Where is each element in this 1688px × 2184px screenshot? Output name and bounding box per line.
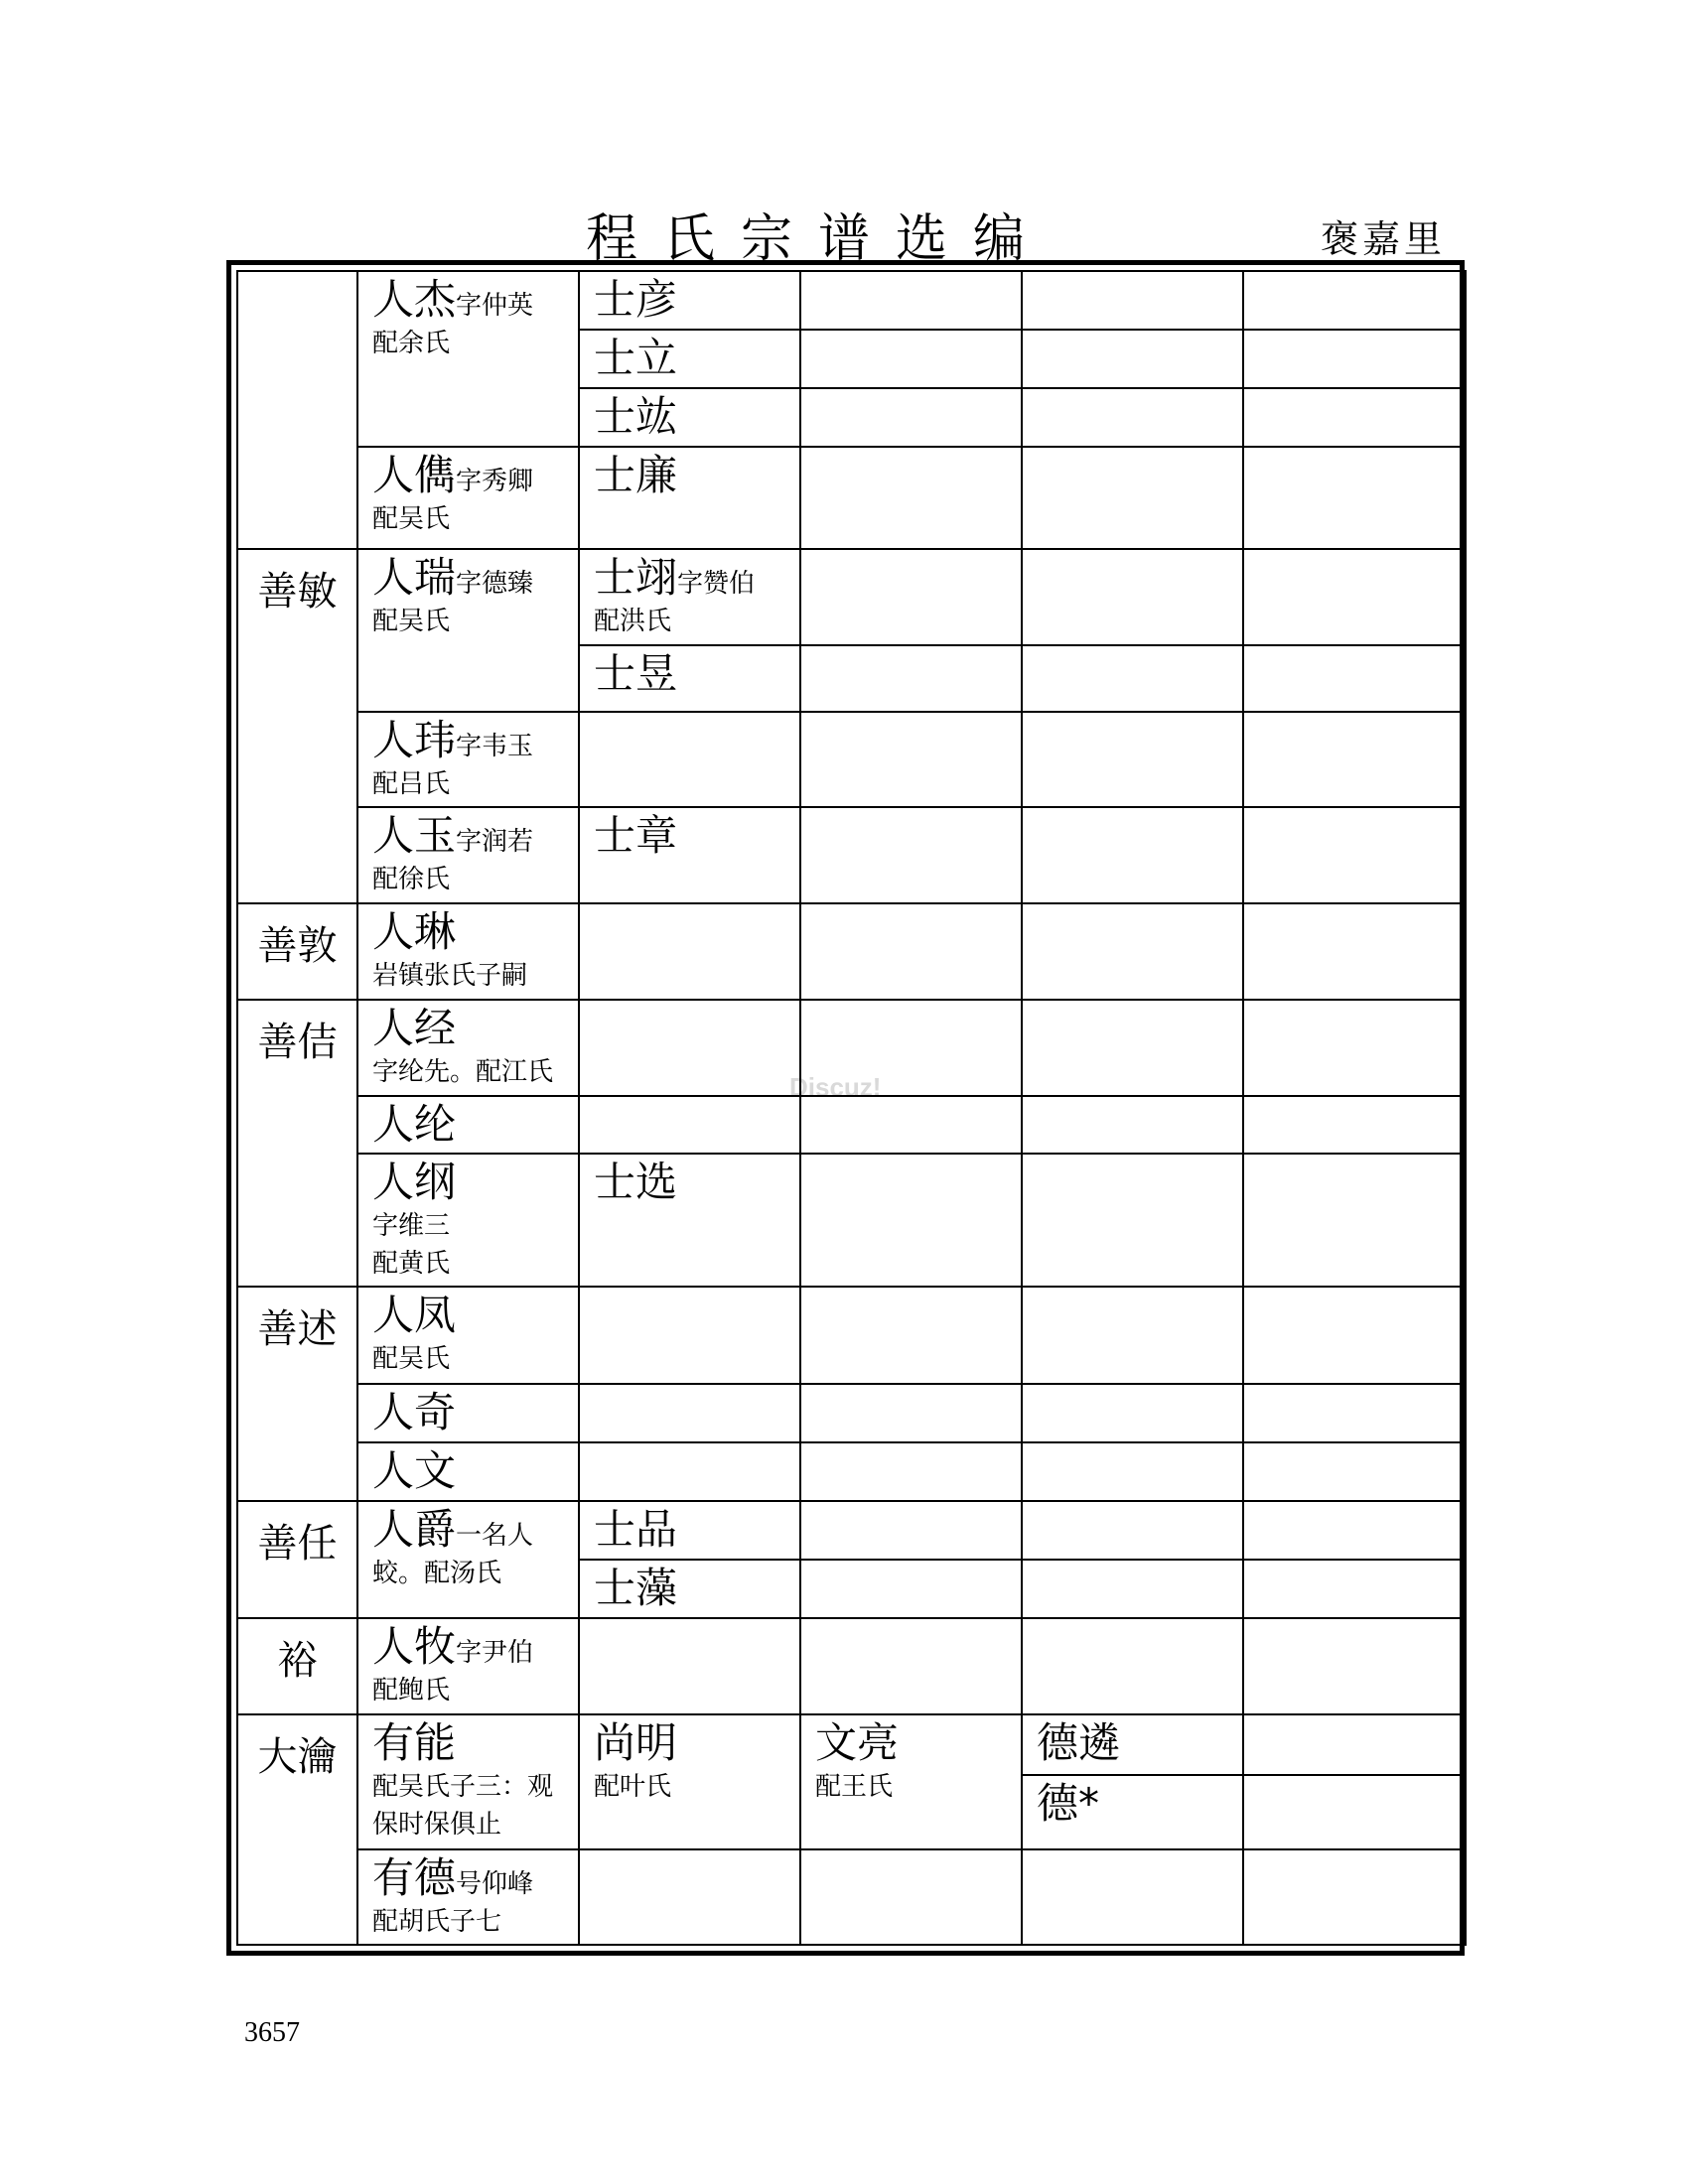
person-name: 士藻: [594, 1563, 678, 1612]
table-row: [237, 1849, 1466, 1945]
person-cell: [357, 271, 579, 447]
person-name: 德遴: [1037, 1718, 1121, 1768]
genealogy-table-frame: [226, 260, 1465, 1956]
generation-name: 善敦: [237, 903, 357, 999]
person-cell: [357, 1442, 579, 1501]
page-title: 程氏宗谱选编: [586, 209, 1052, 269]
table-cell: [1022, 1849, 1243, 1945]
person-note: 配吕氏: [372, 768, 451, 799]
person-cell: [357, 712, 579, 807]
person-name: 文亮: [815, 1718, 900, 1768]
person-name: 人瑞: [372, 552, 457, 602]
table-row: [237, 903, 1466, 999]
person-name: 德*: [1037, 1779, 1100, 1829]
person-cell: [579, 807, 800, 903]
table-cell: [800, 1849, 1022, 1945]
table-row: [237, 1442, 1466, 1501]
table-cell: [237, 271, 357, 549]
table-cell: [1022, 330, 1243, 388]
table-cell: [1022, 1287, 1243, 1383]
person-cell: [357, 807, 579, 903]
table-cell: [1022, 1618, 1243, 1714]
table-cell: [1243, 1154, 1466, 1287]
table-cell: [1243, 330, 1466, 388]
table-cell: [579, 1096, 800, 1154]
table-cell: [1243, 549, 1466, 645]
generation-name: 裕: [237, 1618, 357, 1714]
table-cell: [579, 1618, 800, 1714]
table-row: [237, 271, 1466, 330]
person-courtesy: 字仲英: [456, 291, 534, 321]
person-note: 配黄氏: [372, 1248, 451, 1279]
table-cell: [800, 388, 1022, 447]
person-note: 字纶先。配江氏: [372, 1056, 554, 1087]
table-cell: [800, 1560, 1022, 1618]
table-cell: [1022, 903, 1243, 999]
person-cell: [1022, 1714, 1243, 1775]
table-row: [237, 1287, 1466, 1383]
page-number: 3657: [244, 2017, 300, 2048]
person-note: 字维三: [372, 1210, 451, 1241]
table-cell: [1243, 1849, 1466, 1945]
person-cell: [579, 330, 800, 388]
table-cell: [1243, 1096, 1466, 1154]
person-cell: [357, 1714, 579, 1848]
table-cell: [1022, 645, 1243, 712]
table-cell: [579, 1384, 800, 1442]
person-name: 士廉: [594, 451, 678, 500]
person-name: 人玮: [372, 715, 457, 764]
generation-name: 善敏: [237, 549, 357, 904]
page-subtitle: 褒嘉里: [1321, 217, 1447, 261]
genealogy-table: [236, 270, 1467, 1946]
table-cell: [800, 1384, 1022, 1442]
person-name: 人玉: [372, 811, 457, 861]
person-note: 配胡氏子七: [372, 1906, 502, 1937]
table-cell: [1243, 1714, 1466, 1775]
person-name: 人凤: [372, 1291, 457, 1340]
table-cell: [1022, 447, 1243, 548]
table-row: [237, 807, 1466, 903]
table-row: [237, 1618, 1466, 1714]
table-cell: [800, 271, 1022, 330]
person-courtesy: 字润若: [456, 827, 534, 858]
table-row: [237, 1000, 1466, 1096]
table-cell: [1243, 1775, 1466, 1848]
person-name: 士竑: [594, 392, 678, 442]
table-cell: [579, 1000, 800, 1096]
person-cell: [357, 1287, 579, 1383]
table-cell: [579, 903, 800, 999]
person-note: 配洪氏: [594, 606, 672, 636]
table-cell: [800, 903, 1022, 999]
person-name: 人儁: [372, 451, 457, 500]
table-cell: [1243, 645, 1466, 712]
table-cell: [1243, 1000, 1466, 1096]
person-name: 尚明: [594, 1718, 678, 1768]
person-cell: [579, 1154, 800, 1287]
person-cell: [579, 1714, 800, 1848]
generation-name: 大瀹: [237, 1714, 357, 1945]
person-name: 人杰: [372, 275, 457, 324]
person-name: 人纶: [372, 1099, 457, 1149]
generation-name: 善述: [237, 1287, 357, 1500]
person-courtesy: 一名人: [456, 1520, 534, 1551]
person-note: 蛟。配汤氏: [372, 1558, 502, 1588]
person-courtesy: 号仰峰: [456, 1868, 534, 1899]
table-cell: [800, 330, 1022, 388]
person-note: 配吴氏: [372, 504, 451, 535]
table-row: [237, 1714, 1466, 1775]
person-name: 士章: [594, 811, 678, 861]
table-row: [237, 1154, 1466, 1287]
table-cell: [1243, 1287, 1466, 1383]
table-cell: [1022, 1096, 1243, 1154]
person-courtesy: 字赞伯: [677, 568, 756, 599]
person-name: 人经: [372, 1003, 457, 1052]
person-cell: [357, 1096, 579, 1154]
table-cell: [1022, 1560, 1243, 1618]
person-cell: [357, 1384, 579, 1442]
table-cell: [1022, 549, 1243, 645]
table-cell: [579, 1442, 800, 1501]
table-cell: [800, 447, 1022, 548]
table-cell: [1022, 807, 1243, 903]
person-cell: [579, 447, 800, 548]
table-cell: [800, 1154, 1022, 1287]
person-note: 岩镇张氏子嗣: [372, 961, 528, 992]
table-cell: [1022, 1442, 1243, 1501]
table-cell: [800, 1287, 1022, 1383]
table-cell: [800, 712, 1022, 807]
person-cell: [579, 1501, 800, 1560]
person-note: 配余氏: [372, 329, 451, 358]
person-cell: [579, 549, 800, 645]
table-cell: [1243, 1501, 1466, 1560]
person-courtesy: 字德臻: [456, 568, 534, 599]
generation-name: 善佶: [237, 1000, 357, 1288]
table-cell: [1243, 712, 1466, 807]
table-cell: [800, 1618, 1022, 1714]
table-row: [237, 1384, 1466, 1442]
person-name: 人爵: [372, 1504, 457, 1554]
person-name: 士翊: [594, 552, 678, 602]
person-name: 人奇: [372, 1387, 457, 1436]
person-cell: [357, 1154, 579, 1287]
person-cell: [579, 645, 800, 712]
table-cell: [800, 645, 1022, 712]
person-cell: [1022, 1775, 1243, 1848]
table-cell: [1022, 1501, 1243, 1560]
table-cell: [1022, 1384, 1243, 1442]
table-cell: [1243, 807, 1466, 903]
person-note: 配徐氏: [372, 865, 451, 895]
person-name: 士品: [594, 1504, 678, 1554]
person-cell: [357, 1000, 579, 1096]
table-cell: [1243, 1384, 1466, 1442]
table-cell: [1243, 447, 1466, 548]
person-note: 配吴氏: [372, 1344, 451, 1375]
table-cell: [800, 807, 1022, 903]
person-name: 有能: [372, 1718, 457, 1768]
table-cell: [800, 1096, 1022, 1154]
person-note: 配吴氏子三：观: [372, 1772, 554, 1803]
person-courtesy: 字韦玉: [456, 731, 534, 761]
table-cell: [579, 1849, 800, 1945]
table-cell: [800, 1000, 1022, 1096]
watermark: Discuz!: [789, 1072, 882, 1102]
table-cell: [1243, 1560, 1466, 1618]
person-cell: [579, 271, 800, 330]
person-cell: [357, 903, 579, 999]
table-row: [237, 549, 1466, 645]
person-note: 配鲍氏: [372, 1676, 451, 1706]
person-cell: [357, 549, 579, 712]
person-name: 士彦: [594, 275, 678, 324]
person-name: 士昱: [594, 648, 678, 698]
person-name: 士选: [594, 1157, 678, 1206]
person-note: 配叶氏: [594, 1772, 672, 1803]
person-name: 士立: [594, 334, 678, 383]
person-cell: [579, 1560, 800, 1618]
person-cell: [357, 447, 579, 548]
person-name: 人琳: [372, 907, 457, 957]
table-cell: [1243, 388, 1466, 447]
table-cell: [800, 1442, 1022, 1501]
generation-name: 善任: [237, 1501, 357, 1618]
table-row: [237, 1501, 1466, 1560]
person-cell: [357, 1618, 579, 1714]
person-cell: [357, 1849, 579, 1945]
table-cell: [1243, 1618, 1466, 1714]
person-courtesy: 字秀卿: [456, 467, 534, 497]
person-name: 人纲: [372, 1157, 457, 1206]
table-row: [237, 447, 1466, 548]
table-cell: [1243, 1442, 1466, 1501]
person-note: 配王氏: [815, 1772, 894, 1803]
person-courtesy: 字尹伯: [456, 1638, 534, 1669]
person-name: 人牧: [372, 1622, 457, 1672]
person-cell: [800, 1714, 1022, 1848]
table-cell: [1022, 712, 1243, 807]
table-cell: [1022, 271, 1243, 330]
table-cell: [1022, 388, 1243, 447]
person-name: 人文: [372, 1445, 457, 1495]
person-note: 保时保俱止: [372, 1810, 502, 1841]
table-cell: [579, 712, 800, 807]
person-cell: [579, 388, 800, 447]
person-name: 有德: [372, 1852, 457, 1902]
person-cell: [357, 1501, 579, 1618]
table-cell: [1022, 1000, 1243, 1096]
table-cell: [579, 1287, 800, 1383]
table-cell: [1022, 1154, 1243, 1287]
person-note: 配吴氏: [372, 606, 451, 636]
table-cell: [800, 549, 1022, 645]
table-row: [237, 712, 1466, 807]
table-cell: [800, 1501, 1022, 1560]
table-row: [237, 1096, 1466, 1154]
table-cell: [1243, 903, 1466, 999]
table-cell: [1243, 271, 1466, 330]
